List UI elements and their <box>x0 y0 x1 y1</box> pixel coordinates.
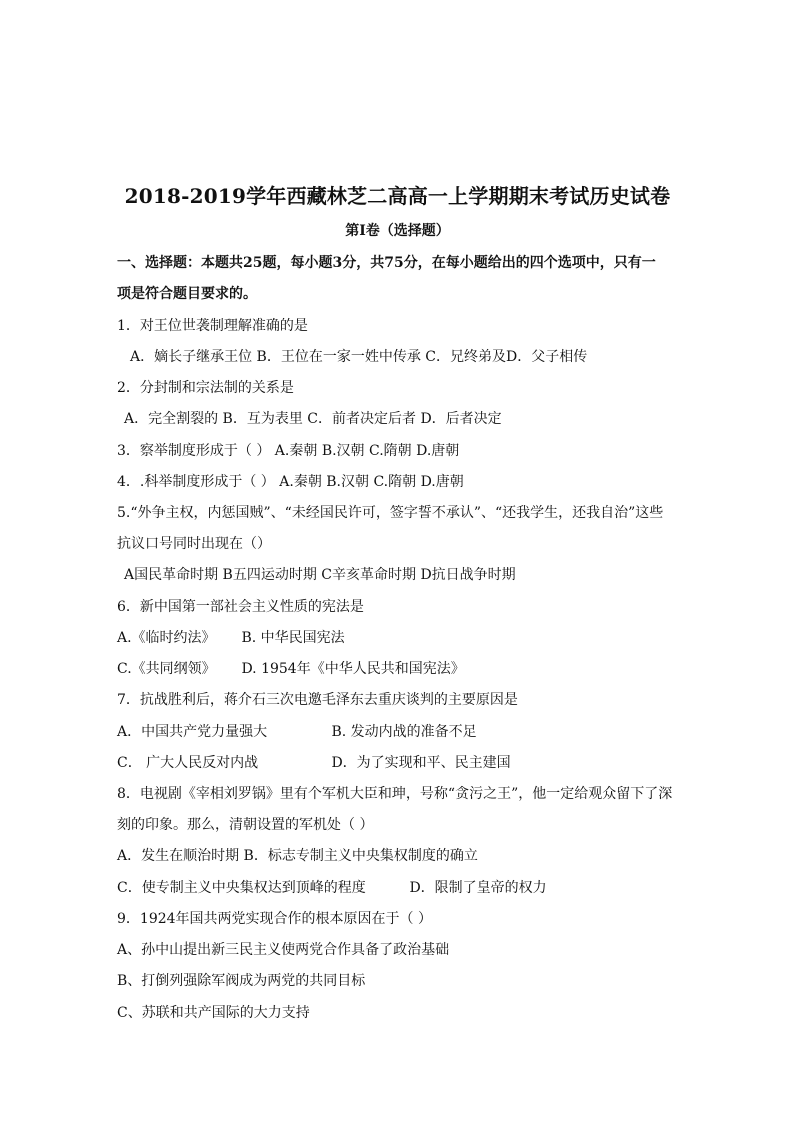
question-9-option-a: A、孙中山提出新三民主义使两党合作具备了政治基础 <box>117 942 450 958</box>
question-6-option-b: B. 中华民国宪法 <box>241 630 345 646</box>
exam-title: 2018-2019学年西藏林芝二高高一上学期期末考试历史试卷 <box>124 184 671 208</box>
question-8-options-cd <box>117 878 677 898</box>
question-6-stem: 6．新中国第一部社会主义性质的宪法是 <box>117 599 364 615</box>
question-6-options-row-2 <box>117 659 677 679</box>
question-6-options-row-1 <box>117 628 677 648</box>
question-7-options-row-1 <box>117 722 677 742</box>
question-8-options-ab: A．发生在顺治时期 B．标志专制主义中央集权制度的确立 <box>117 848 478 864</box>
question-8-option-d: D．限制了皇帝的权力 <box>409 880 547 896</box>
question-7-option-b: B. 发动内战的准备不足 <box>331 724 477 740</box>
question-3-line: 3．察举制度形成于（ ） A.秦朝 B.汉朝 C.隋朝 D.唐朝 <box>117 443 460 459</box>
question-4-line: 4．.科举制度形成于（ ） A.秦朝 B.汉朝 C.隋朝 D.唐朝 <box>117 474 464 490</box>
question-5-stem-2: 抗议口号同时出现在（） <box>117 536 271 552</box>
question-9-option-b: B、打倒列强除军阀成为两党的共同目标 <box>117 973 366 989</box>
question-6-option-c: C.《共同纲领》 <box>117 661 216 677</box>
question-6-option-a: A.《临时约法》 <box>117 630 216 646</box>
instruction-line-2: 项是符合题目要求的。 <box>117 286 257 302</box>
question-5-options: A国民革命时期 B五四运动时期 C辛亥革命时期 D抗日战争时期 <box>124 567 516 583</box>
question-7-option-d: D．为了实现和平、民主建国 <box>331 755 511 771</box>
question-7-option-a: A．中国共产党力量强大 <box>117 724 268 740</box>
question-7-stem: 7．抗战胜利后，蒋介石三次电邀毛泽东去重庆谈判的主要原因是 <box>117 692 518 708</box>
question-9-stem: 9．1924年国共两党实现合作的根本原因在于（ ） <box>117 911 432 927</box>
question-2-options: A．完全割裂的 B．互为表里 C．前者决定后者 D．后者决定 <box>124 411 502 427</box>
question-8-stem-1: 8．电视剧《宰相刘罗锅》里有个军机大臣和珅，号称“贪污之王”，他一定给观众留下了深 <box>117 786 673 802</box>
question-1-stem: 1．对王位世袭制理解准确的是 <box>117 318 308 334</box>
question-1-options: A．嫡长子继承王位 B．王位在一家一姓中传承 C．兄终弟及D．父子相传 <box>130 349 588 365</box>
question-8-option-c: C．使专制主义中央集权达到顶峰的程度 <box>117 880 366 896</box>
question-2-stem: 2．分封制和宗法制的关系是 <box>117 380 294 396</box>
question-6-option-d: D. 1954年《中华人民共和国宪法》 <box>241 661 465 677</box>
question-7-options-row-2 <box>117 753 677 773</box>
question-5-stem-1: 5.“外争主权，内惩国贼”、“未经国民许可，签字誓不承认”、“还我学生，还我自治”这些 <box>117 505 664 521</box>
question-9-option-c: C、苏联和共产国际的大力支持 <box>117 1005 310 1021</box>
question-8-stem-2: 刻的印象。那么，清朝设置的军机处（ ） <box>117 817 374 833</box>
question-7-option-c: C． 广大人民反对内战 <box>117 755 259 771</box>
section-title: 第I卷（选择题） <box>345 223 450 239</box>
instruction-line-1: 一、选择题：本题共25题，每小题3分，共75分，在每小题给出的四个选项中，只有一 <box>117 255 656 271</box>
